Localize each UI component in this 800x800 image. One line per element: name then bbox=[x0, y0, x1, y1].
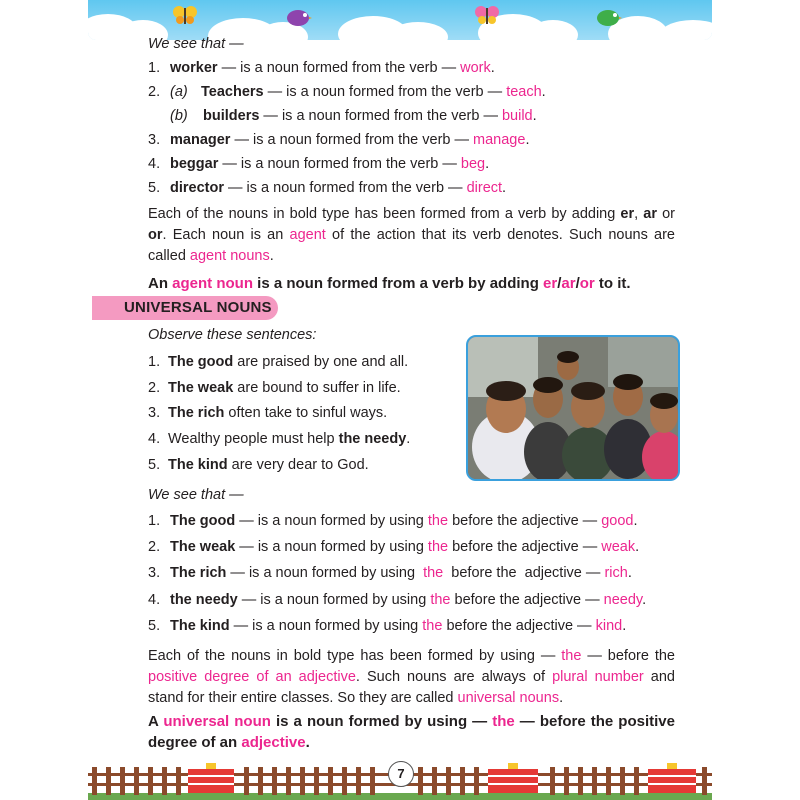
section1-rule: An agent noun is a noun formed from a verb by adding er/ar/or to it. bbox=[148, 275, 631, 292]
bird-icon bbox=[594, 6, 622, 28]
list-item: The weak are bound to suffer in life. bbox=[168, 380, 401, 396]
list-number: 2. bbox=[148, 380, 161, 396]
list-number: 2. bbox=[148, 84, 161, 100]
list-number: 4. bbox=[148, 431, 161, 447]
butterfly-icon bbox=[172, 4, 198, 26]
list-item: The kind are very dear to God. bbox=[168, 457, 369, 473]
list-item: beggar — is a noun formed from the verb — beg. bbox=[170, 156, 490, 172]
list-number: 2. bbox=[148, 539, 161, 555]
list-number: 3. bbox=[148, 565, 161, 581]
section1-paragraph: Each of the nouns in bold type has been formed from a verb by adding er, ar or or. Each noun is an agent of the action that its verb denotes. Such nouns are called agent nouns. bbox=[148, 206, 676, 264]
list-number: 4. bbox=[148, 592, 161, 608]
list-sub-letter: (a) bbox=[170, 84, 188, 100]
section2-intro: We see that — bbox=[148, 487, 244, 503]
page-number: 7 bbox=[388, 761, 414, 787]
list-number: 1. bbox=[148, 60, 161, 76]
section2-paragraph: Each of the nouns in bold type has been formed by using — the — before the positive degree of an adjective. Such nouns are always of plural number and stand for their entire classes. So they are called universal nouns. bbox=[148, 648, 676, 706]
list-item: The good — is a noun formed by using the before the adjective — good. bbox=[170, 513, 638, 529]
sky-banner bbox=[88, 0, 712, 40]
children-photo bbox=[466, 335, 680, 481]
list-item: manager — is a noun formed from the verb — manage. bbox=[170, 132, 530, 148]
list-item: builders — is a noun formed from the verb — build. bbox=[203, 108, 537, 124]
list-item: The good are praised by one and all. bbox=[168, 354, 409, 370]
list-number: 5. bbox=[148, 618, 161, 634]
section2-rule: A universal noun is a noun formed by using — the — before the positive degree of an adjective. bbox=[148, 713, 675, 751]
list-item: The rich — is a noun formed by using the before the adjective — rich. bbox=[170, 565, 632, 581]
list-item: the needy — is a noun formed by using the before the adjective — needy. bbox=[170, 592, 647, 608]
observe-label: Observe these sentences: bbox=[148, 327, 317, 343]
list-sub-letter: (b) bbox=[170, 108, 188, 124]
section-heading: UNIVERSAL NOUNS bbox=[124, 299, 272, 316]
list-number: 1. bbox=[148, 354, 161, 370]
list-number: 1. bbox=[148, 513, 161, 529]
list-item: The weak — is a noun formed by using the before the adjective — weak. bbox=[170, 539, 640, 555]
list-number: 5. bbox=[148, 180, 161, 196]
list-item: The rich often take to sinful ways. bbox=[168, 405, 388, 421]
list-item: The kind — is a noun formed by using the before the adjective — kind. bbox=[170, 618, 627, 634]
list-item: director — is a noun formed from the verb — direct. bbox=[170, 180, 507, 196]
list-number: 5. bbox=[148, 457, 161, 473]
list-item: Teachers — is a noun formed from the verb — teach. bbox=[201, 84, 546, 100]
list-number: 3. bbox=[148, 132, 161, 148]
section1-intro: We see that — bbox=[148, 36, 244, 52]
list-number: 4. bbox=[148, 156, 161, 172]
list-number: 3. bbox=[148, 405, 161, 421]
butterfly-icon bbox=[474, 4, 500, 26]
list-item: Wealthy people must help the needy. bbox=[168, 431, 411, 447]
list-item: worker — is a noun formed from the verb — work. bbox=[170, 60, 495, 76]
bird-icon bbox=[284, 6, 312, 28]
